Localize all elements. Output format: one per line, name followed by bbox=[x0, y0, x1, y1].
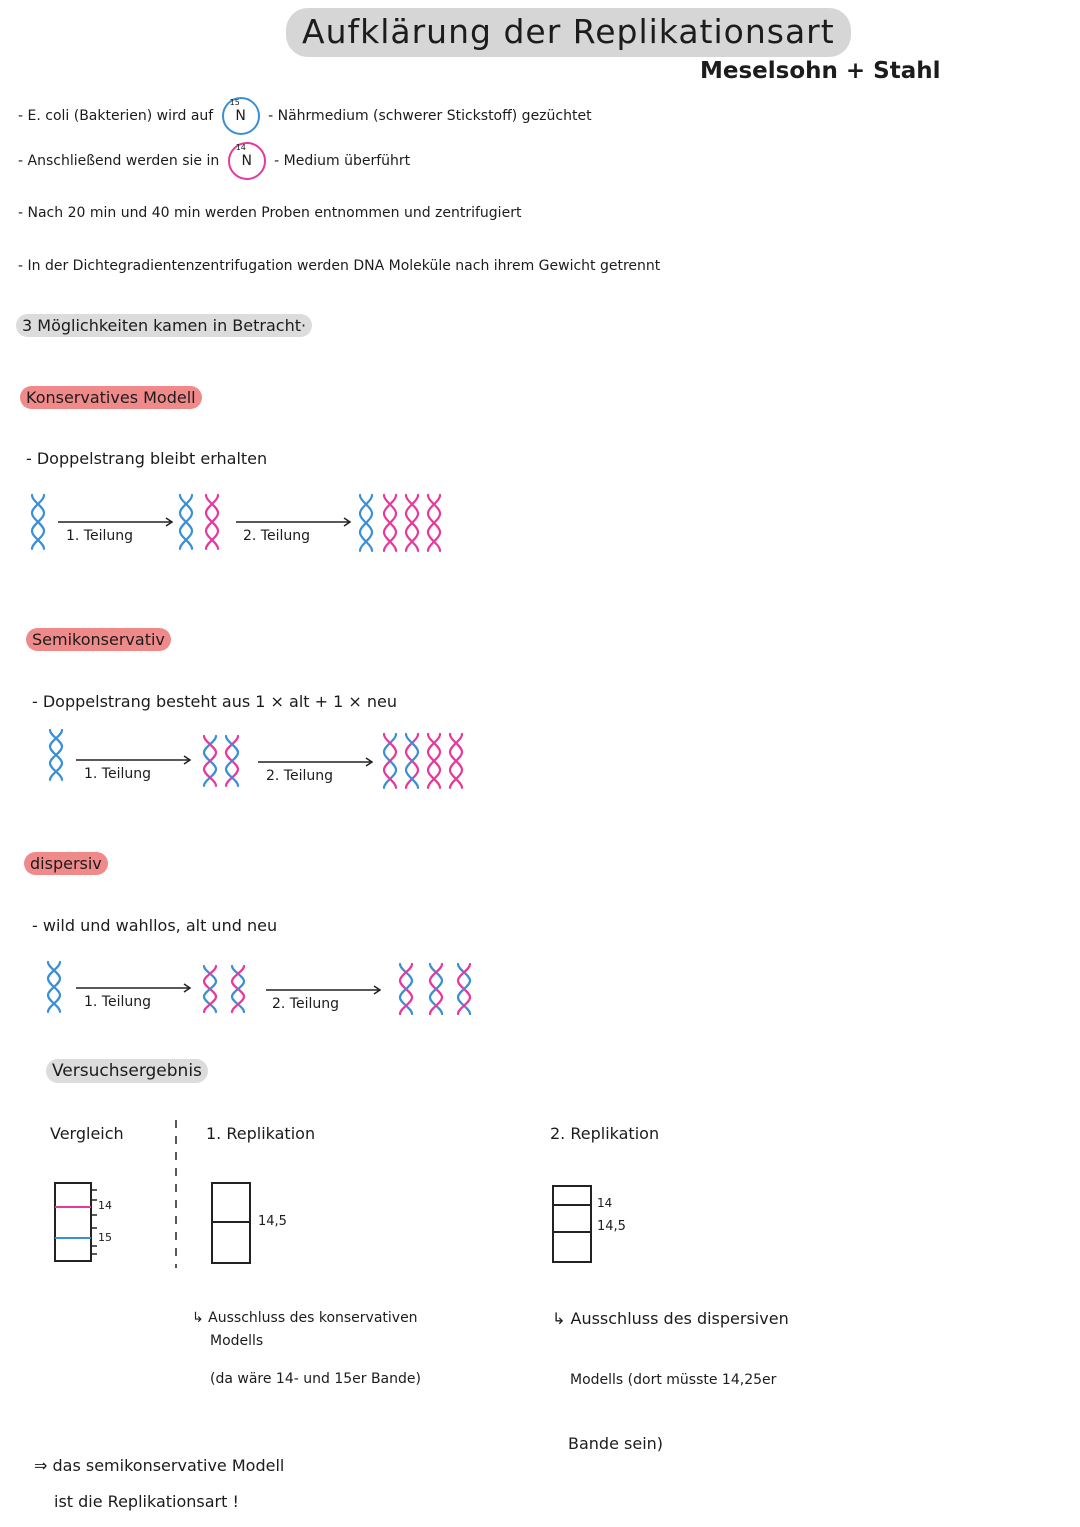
replication1-band: 14,5 bbox=[258, 1214, 287, 1229]
semiconservative-step2-label: 2. Teilung bbox=[266, 768, 334, 784]
isotope-14: 14 bbox=[235, 143, 246, 152]
semiconservative-step1-label: 1. Teilung bbox=[84, 766, 152, 782]
result-heading: Versuchsergebnis bbox=[46, 1059, 208, 1083]
intro-2-suffix: - Medium überführt bbox=[274, 153, 411, 169]
replication2-note-1: ↳ Ausschluss des dispersiven bbox=[552, 1309, 789, 1328]
replication2-band-top: 14 bbox=[597, 1196, 613, 1210]
model-dispersive-label: dispersiv bbox=[24, 852, 108, 875]
conclusion-line-2: ist die Replikationsart ! bbox=[54, 1492, 239, 1511]
comparison-band-top: 14 bbox=[98, 1199, 112, 1212]
comparison-band-bottom: 15 bbox=[98, 1231, 112, 1244]
replication1-label: 1. Replikation bbox=[206, 1124, 316, 1143]
dispersive-step1-label: 1. Teilung bbox=[84, 994, 152, 1010]
comparison-tube bbox=[55, 1183, 97, 1261]
authors: Meselsohn + Stahl bbox=[700, 58, 941, 84]
model-semiconservative-description: - Doppelstrang besteht aus 1 × alt + 1 × neu bbox=[32, 692, 398, 711]
replication1-note-3: (da wäre 14- und 15er Bande) bbox=[210, 1371, 421, 1387]
model-semiconservative-label: Semikonservativ bbox=[26, 628, 171, 651]
possibilities-heading: 3 Möglichkeiten kamen in Betracht· bbox=[16, 314, 312, 337]
intro-1-prefix: - E. coli (Bakterien) wird auf bbox=[18, 108, 214, 124]
replication1-note-2: Modells bbox=[210, 1333, 264, 1349]
conservative-step1-label: 1. Teilung bbox=[66, 528, 134, 544]
replication2-note-3: Bande sein) bbox=[568, 1434, 664, 1453]
replication1-tube bbox=[212, 1183, 250, 1263]
model-conservative-label: Konservatives Modell bbox=[20, 386, 202, 409]
comparison-label: Vergleich bbox=[50, 1124, 124, 1143]
intro-1-suffix: - Nährmedium (schwerer Stickstoff) gezüchtet bbox=[268, 108, 592, 124]
symbol-n-14: N bbox=[241, 153, 252, 169]
model-dispersive-description: - wild und wahllos, alt und neu bbox=[32, 916, 278, 935]
page-title: Aufklärung der Replikationsart bbox=[286, 8, 851, 57]
intro-2-prefix: - Anschließend werden sie in bbox=[18, 153, 220, 169]
isotope-15: 15 bbox=[229, 98, 240, 107]
replication2-tube bbox=[553, 1186, 591, 1262]
symbol-n-15: N bbox=[235, 108, 246, 124]
replication2-band-bottom: 14,5 bbox=[597, 1219, 626, 1234]
intro-line-3: - Nach 20 min und 40 min werden Proben entnommen und zentrifugiert bbox=[18, 205, 522, 221]
intro-line-4: - In der Dichtegradientenzentrifugation werden DNA Moleküle nach ihrem Gewicht getrennt bbox=[18, 258, 661, 274]
replication2-note-2: Modells (dort müsste 14,25er bbox=[570, 1372, 777, 1388]
model-conservative-description: - Doppelstrang bleibt erhalten bbox=[26, 449, 268, 468]
replication2-label: 2. Replikation bbox=[550, 1124, 660, 1143]
conservative-step2-label: 2. Teilung bbox=[243, 528, 311, 544]
dispersive-step2-label: 2. Teilung bbox=[272, 996, 340, 1012]
conclusion-line-1: ⇒ das semikonservative Modell bbox=[34, 1456, 285, 1475]
replication1-note-1: ↳ Ausschluss des konservativen bbox=[192, 1310, 418, 1326]
